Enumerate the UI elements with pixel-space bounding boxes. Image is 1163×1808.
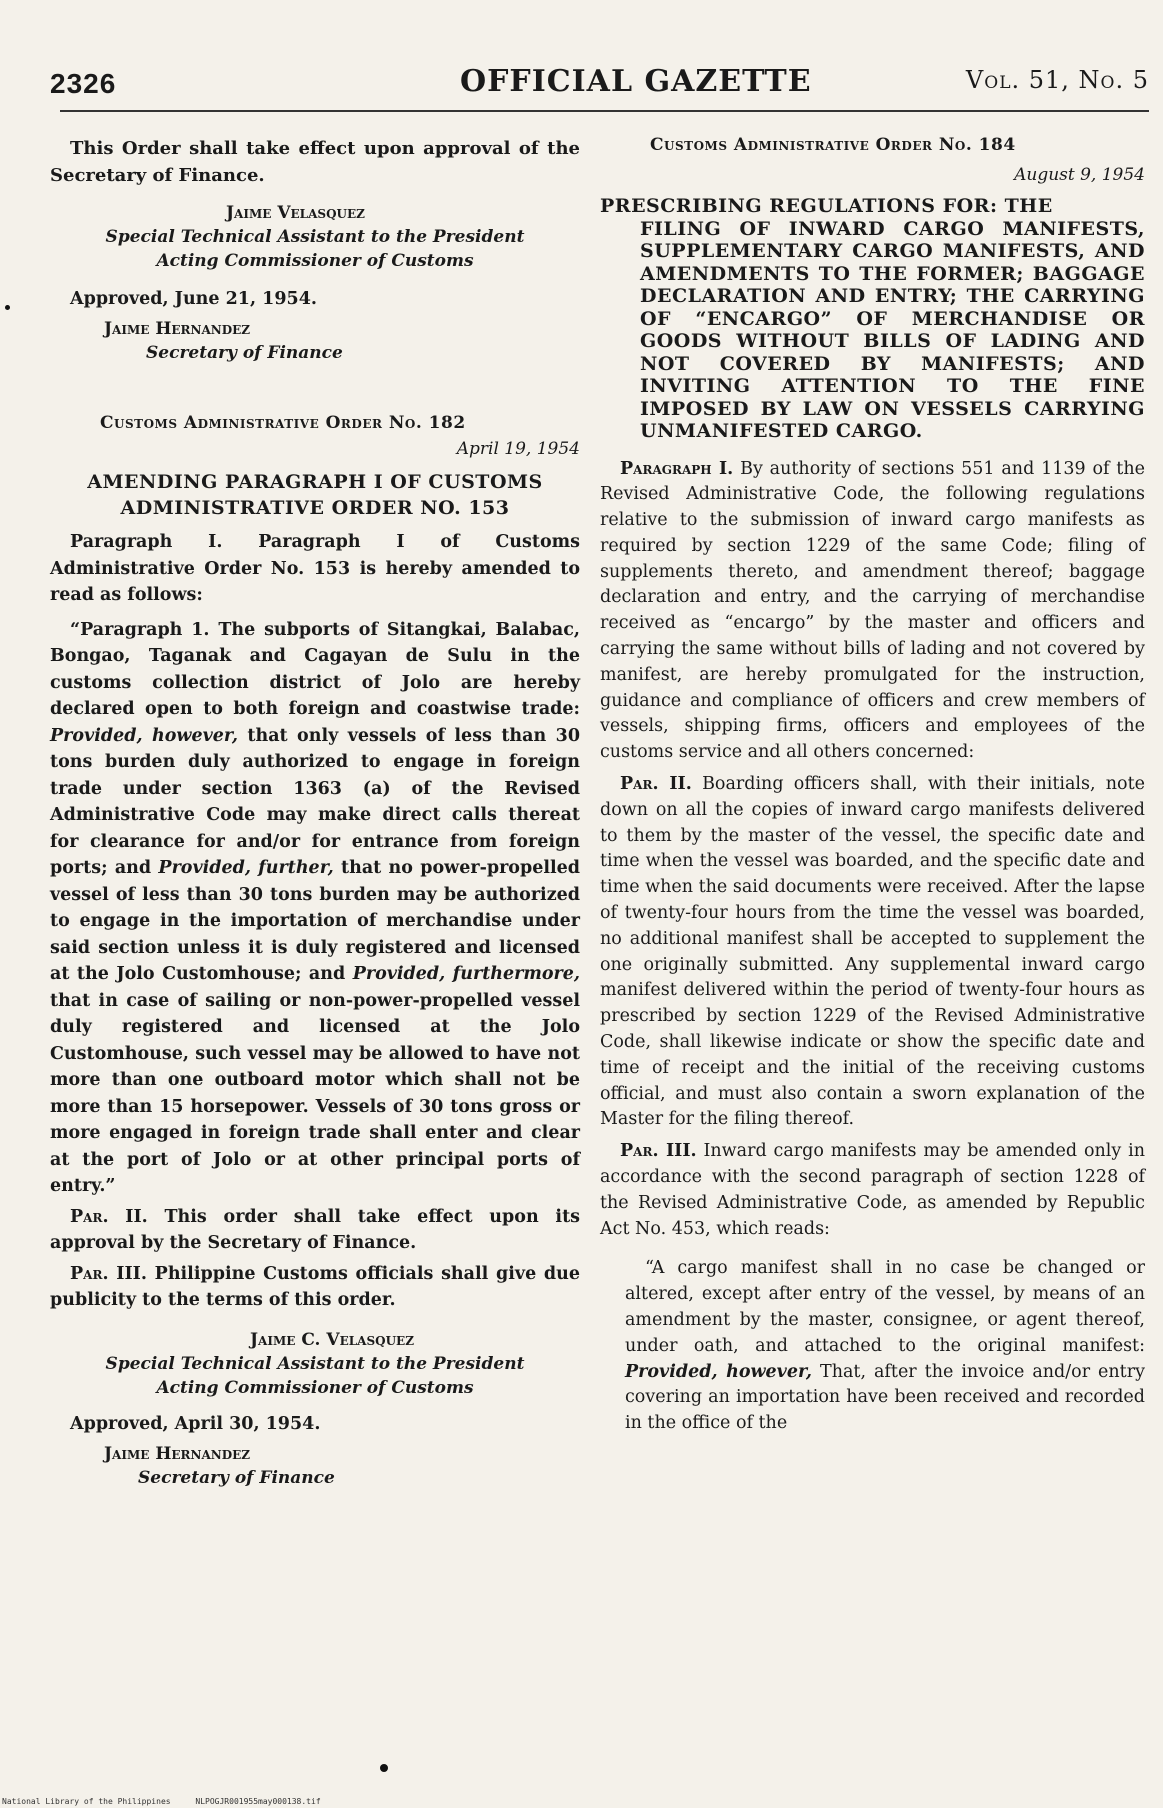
footer-file: NLPOGJR001955may000138.tif <box>195 1797 321 1806</box>
intro-paragraph: This Order shall take effect upon approval of the Secretary of Finance. <box>50 138 580 186</box>
order-date: August 9, 1954 <box>1014 165 1145 185</box>
proviso-3: Provided, furthermore, <box>352 964 581 984</box>
paragraph-1 <box>600 457 1145 767</box>
quote-start: “A cargo manifest shall in no case be changed or altered, except after entry of the vessel, by means of an amendment by the master, consignee, or agent thereof, under oath, and attached to the original manifest: <box>625 1258 1145 1356</box>
volume-number: Vol. 51, No. 5 <box>965 66 1149 94</box>
proviso-2: Provided, further, <box>158 858 334 878</box>
scan-speck <box>380 1764 388 1772</box>
quote-end: That, after the invoice and/or entry covering an importation have been received and recorded in the office of the <box>625 1361 1145 1434</box>
page-number: 2326 <box>50 68 117 99</box>
paragraph-1: Paragraph I. Paragraph I of Customs Administrative Order No. 153 is hereby amended to read as follows: <box>50 532 580 605</box>
signatory-title: Acting Commissioner of Customs <box>156 1377 474 1398</box>
paragraph-text: Boarding officers shall, with their initials, note down on all the copies of inward cargo manifests delivered to them by the master of the vessel, the specific date and time when the vessel was boarded, and the specific date and time when the said documents were received. After the lapse of twenty-four hours from the time the vessel was boarded, no additional manifest shall be accepted to supplement the one originally submitted. Any supplemental inward cargo manifest delivered within the period of twenty-four hours as prescribed by section 1229 of the Revised Administrative Code, shall likewise indicate or show the specific date and time of receipt and the initial of the receiving customs official, and must also contain a sworn explanation of the Master for the filing thereof. <box>600 774 1145 1130</box>
order-number: Customs Administrative Order No. 184 <box>650 135 1016 155</box>
order-number: Customs Administrative Order No. 182 <box>100 413 466 433</box>
paragraph-label: Par. II. <box>70 1206 148 1227</box>
quoted-section <box>625 1256 1145 1437</box>
signatory-name: Jaime Velasquez <box>226 203 365 223</box>
paragraph-text: By authority of sections 551 and 1139 of the Revised Administrative Code, the following regulations relative to the submission of inward cargo manifests as required by section 1229 of the same Code; filing of supplements thereto, and amendment thereof; baggage declaration and entry, and the carrying of merchandise received as “encargo” by the master and officers and carrying the same without bills of lading and not covered by manifest, are hereby promulgated for the instruction, guidance and compliance of officers and crew members of vessels, shipping firms, officers and employees of the customs service and all others concerned: <box>600 458 1145 763</box>
paragraph-label: Par. III. <box>620 1141 697 1162</box>
signatory-title: Secretary of Finance <box>146 343 343 363</box>
quoted-paragraph <box>50 617 580 1200</box>
paragraph-text: Inward cargo manifests may be amended only in accordance with the second paragraph of section 1228 of the Revised Administrative Code, as amended by Republic Act No. 453, which reads: <box>600 1141 1145 1239</box>
heading-first-line: PRESCRIBING REGULATIONS FOR: THE <box>600 195 1053 217</box>
page-header <box>50 62 1149 112</box>
quote-lead: “Paragraph 1. The subports of Sitangkai, Balabac, Bongao, Taganak and Cagayan de Sulu in the customs collection district of Jolo are hereby declared open to both foreign and coastwise trade: <box>50 619 580 719</box>
paragraph-label: Par. II. <box>620 774 692 795</box>
quote-mid-2: that no power-propelled vessel of less than 30 tons burden may be authorized to engage in the importation of merchandise under said section unless it is duly registered and licensed at the Jolo Customhouse; and <box>50 858 580 984</box>
quote-mid-1: that only vessels of less than 30 tons burden duly authorized to engage in foreign trade under section 1363 (a) of the Revised Administrative Code may make direct calls thereat for clearance for and/or for entrance from foreign ports; and <box>50 725 580 878</box>
footer-source: National Library of the Philippines <box>2 1797 171 1806</box>
paragraph-label: Par. III. <box>70 1263 147 1284</box>
approval-date: Approved, June 21, 1954. <box>70 289 317 309</box>
signatory-title: Secretary of Finance <box>138 1467 335 1488</box>
header-rule <box>60 110 1149 112</box>
order-heading <box>600 195 1145 443</box>
paragraph-label: Paragraph I. <box>620 458 734 479</box>
proviso-1: Provided, however, <box>50 725 238 746</box>
signatory-title: Acting Commissioner of Customs <box>156 251 474 271</box>
order-heading: AMENDING PARAGRAPH I OF CUSTOMS ADMINISTRATIVE ORDER NO. 153 <box>87 471 543 519</box>
scan-footer <box>2 1797 341 1806</box>
signature-block-3 <box>50 1328 580 1400</box>
paragraph-2 <box>50 1204 580 1257</box>
signature-block-2 <box>50 317 580 365</box>
signatory-title: Special Technical Assistant to the President <box>105 227 525 247</box>
signatory-name: Jaime Hernandez <box>104 1443 251 1464</box>
signatory-title: Special Technical Assistant to the President <box>105 1353 525 1374</box>
quote-end: that in case of sailing or non-power-propelled vessel duly registered and licensed at the Jolo Customhouse, such vessel may be allowed to have not more than one outboard motor which shall not be more than 15 horsepower. Vessels of 30 tons gross or more engaged in foreign trade shall enter and clear at the port of Jolo or at other principal ports of entry.” <box>50 990 580 1196</box>
left-column <box>50 135 580 1490</box>
proviso: Provided, however, <box>625 1361 813 1382</box>
right-column <box>600 135 1145 1437</box>
heading-rest: FILING OF INWARD CARGO MANIFESTS, SUPPLEMENTARY CARGO MANIFESTS, AND AMENDMENTS TO THE FORMER; BAGGAGE DECLARATION AND ENTRY; THE CARRYING OF “ENCARGO” OF MERCHANDISE OR GOODS WITHOUT BILLS OF LADING AND NOT COVERED BY MANIFESTS; AND INVITING ATTENTION TO THE FINE IMPOSED BY LAW ON VESSELS CARRYING UNMANIFESTED CARGO. <box>640 217 1145 442</box>
paragraph-text: Philippine Customs officials shall give due publicity to the terms of this order. <box>50 1263 581 1310</box>
scan-speck <box>5 305 10 310</box>
signatory-name: Jaime Hernandez <box>104 319 251 339</box>
paragraph-3 <box>50 1261 580 1314</box>
publication-title: OFFICIAL GAZETTE <box>460 64 812 99</box>
signature-block-4 <box>50 1442 580 1490</box>
paragraph-3 <box>600 1139 1145 1242</box>
signature-block-1 <box>50 201 580 273</box>
approval-date: Approved, April 30, 1954. <box>70 1413 321 1434</box>
paragraph-text: This order shall take effect upon its approval by the Secretary of Finance. <box>50 1206 581 1253</box>
order-date: April 19, 1954 <box>456 439 580 459</box>
signatory-name: Jaime C. Velasquez <box>250 1329 414 1350</box>
paragraph-2 <box>600 772 1145 1133</box>
